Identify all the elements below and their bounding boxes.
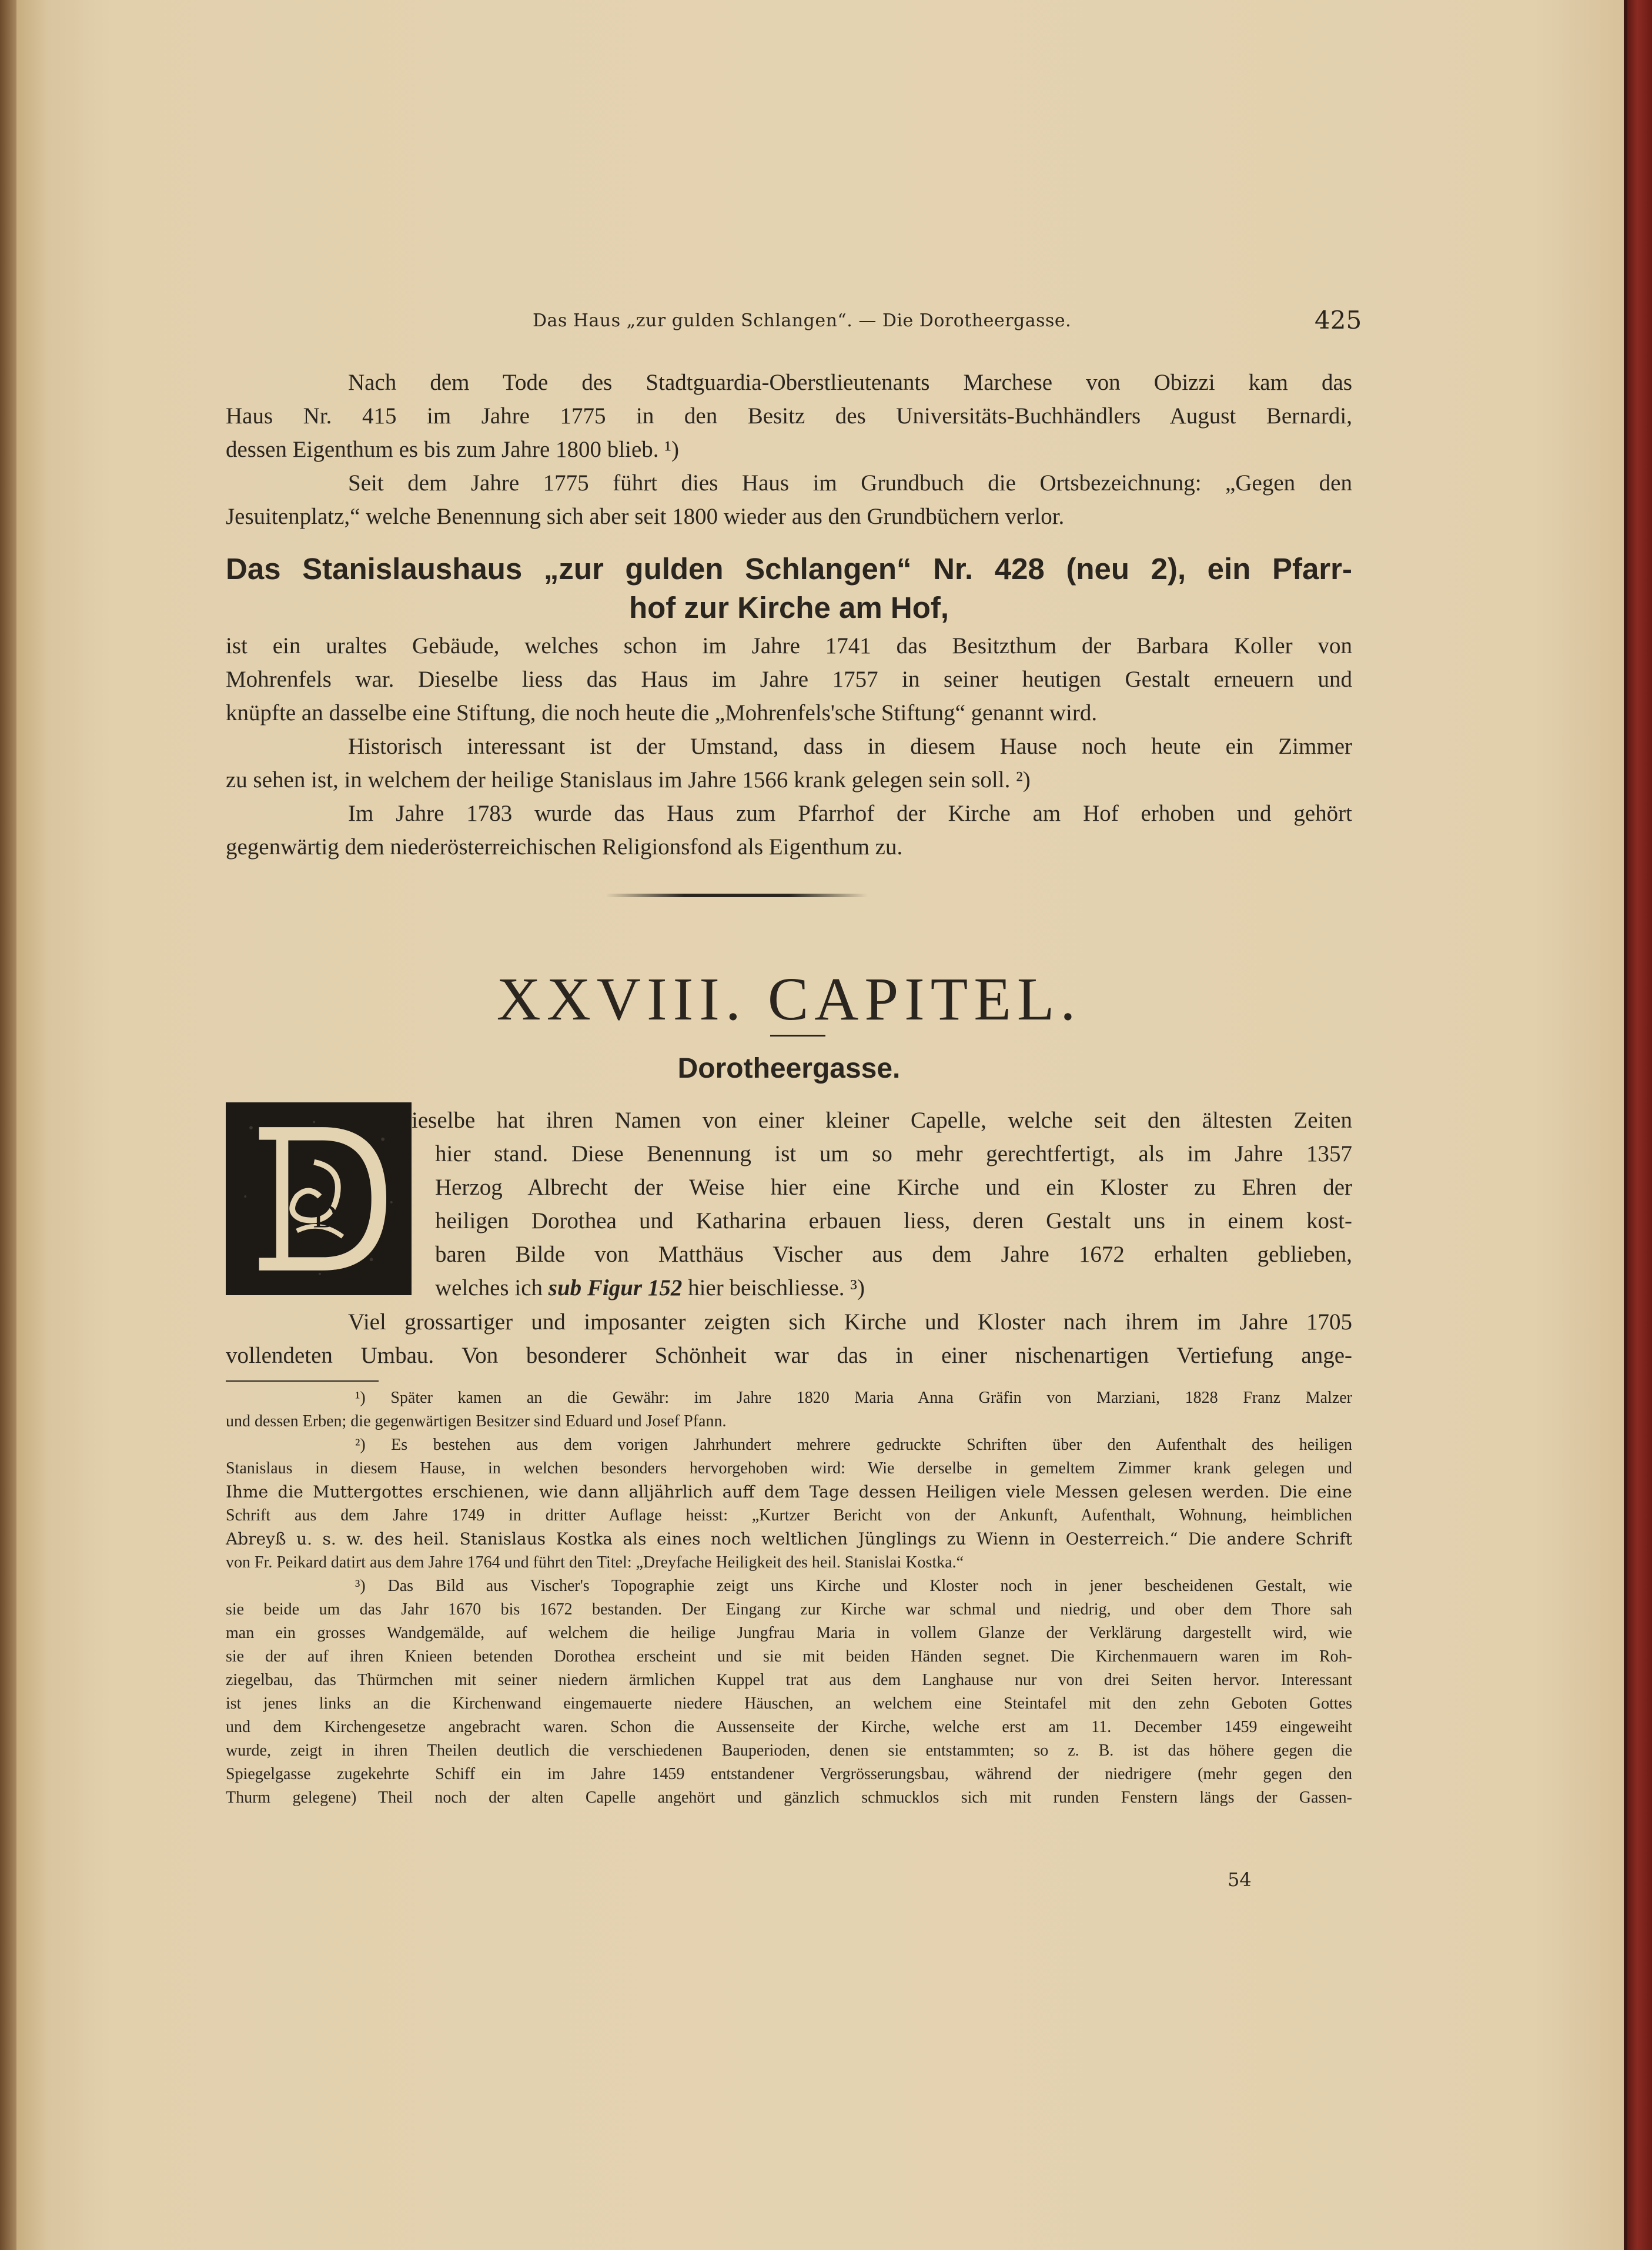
footnote-line: und dessen Erben; die gegenwärtigen Besitzer sind Eduard und Josef Pfann. [226, 1412, 727, 1430]
text-span: welches ich [435, 1275, 549, 1300]
text-line: Seit dem Jahre 1775 führt dies Haus im Grundbuch die Ortsbezeichnung: „Gegen den [348, 470, 1352, 496]
decorated-initial [226, 1102, 412, 1295]
paragraph-umbau [226, 1305, 1352, 1372]
paragraph-obizzi [226, 366, 1352, 533]
paragraph-dorotheergasse [412, 1104, 1352, 1305]
page-number: 425 [1315, 306, 1362, 335]
running-title: Das Haus „zur gulden Schlangen“. — Die Dorotheergasse. [533, 310, 1072, 331]
footnote-line: und dem Kirchengesetze angebracht waren. Schon die Aussenseite der Kirche, welche erst am 11. December 1459 eingeweiht [226, 1718, 1352, 1736]
text-line: Historisch interessant ist der Umstand, dass in diesem Hause noch heute ein Zimmer [348, 734, 1352, 759]
text-line: Viel grossartiger und imposanter zeigten sich Kirche und Kloster nach ihrem im Jahre 1705 [348, 1309, 1352, 1335]
footnote-line: ²) Es bestehen aus dem vorigen Jahrhundert mehrere gedruckte Schriften über den Aufenthalt des heiligen [355, 1436, 1352, 1454]
footnote-line: Spiegelgasse zugekehrte Schiff ein im Jahre 1459 entstandener Vergrösserungsbau, während der niedrigere (mehr gegen den [226, 1765, 1352, 1783]
heading-line: hof zur Kirche am Hof, [628, 591, 949, 624]
right-binding [1627, 0, 1652, 2250]
figure-reference: sub Figur 152 [548, 1275, 683, 1300]
footnote-line: sie beide um das Jahr 1670 bis 1672 bestanden. Der Eingang zur Kirche war schmal und niedrig, und ober dem Thore sah [226, 1600, 1352, 1619]
section-heading [226, 550, 1352, 627]
text-line: gegenwärtig dem niederösterreichischen Religionsfond als Eigenthum zu. [226, 834, 903, 860]
footnote-line: ³) Das Bild aus Vischer's Topographie zeigt uns Kirche und Kloster noch in jener bescheidenen Gestalt, wie [355, 1577, 1352, 1595]
paragraph-stanislaus [226, 629, 1352, 864]
footnote-line: man ein grosses Wandgemälde, auf welchem die heilige Jungfrau Maria in vollem Glanze der Verklärung dargestellt wird, wie [226, 1624, 1352, 1642]
footnote-line: Ihme die Muttergottes erschienen, wie dann alljährlich auff dem Tage dessen Heiligen viele Messen gelesen werden. Die eine [226, 1482, 1352, 1502]
footnote-line: Abreyß u. s. w. des heil. Stanislaus Kostka als eines noch weltlichen Jünglings zu Wienn in Oesterreich.“ Die andere Schrift [226, 1529, 1352, 1549]
text-span: hier beischliesse. ³) [682, 1275, 865, 1300]
ornamental-rule [606, 894, 868, 897]
left-binding [0, 0, 16, 2250]
text-line: Nach dem Tode des Stadtguardia-Oberstlieutenants Marchese von Obizzi kam das [348, 370, 1352, 395]
chapter-subtitle: Dorotheergasse. [677, 1053, 901, 1084]
text-line [412, 1271, 1352, 1305]
text-line: Jesuitenplatz,“ welche Benennung sich aber seit 1800 wieder aus den Grundbüchern verlor. [226, 504, 1065, 529]
text-line: zu sehen ist, in welchem der heilige Stanislaus im Jahre 1566 krank gelegen sein soll. ²) [226, 767, 1031, 793]
chapter-rule [770, 1035, 825, 1037]
text-line: hier stand. Diese Benennung ist um so mehr gerechtfertigt, als im Jahre 1357 [435, 1141, 1352, 1166]
footnote-rule [226, 1380, 379, 1382]
text-line: Haus Nr. 415 im Jahre 1775 in den Besitz des Universitäts-Buchhändlers August Bernardi, [226, 403, 1352, 429]
text-line: knüpfte an dasselbe eine Stiftung, die noch heute die „Mohrenfels'sche Stiftung“ genannt wird. [226, 700, 1098, 726]
text-line: Mohrenfels war. Dieselbe liess das Haus im Jahre 1757 in seiner heutigen Gestalt erneuern und [226, 667, 1352, 692]
footnotes [226, 1386, 1352, 1810]
footnote-line: ziegelbau, das Thürmchen mit seiner niedern ärmlichen Kuppel trat aus dem Langhause nur von drei Seiten hervor. Interessant [226, 1671, 1352, 1689]
footnote-line: sie der auf ihren Knieen betenden Dorothea erscheint und sie mit beiden Händen segnet. Die Kirchenmauern waren im Roh- [226, 1647, 1352, 1666]
heading-line: Das Stanislaushaus „zur gulden Schlangen“ Nr. 428 (neu 2), ein Pfarr- [226, 552, 1352, 586]
footnote-line: von Fr. Peikard datirt aus dem Jahre 1764 und führt den Titel: „Dreyfache Heiligkeit des heil. Stanislai Kostka.“ [226, 1553, 964, 1572]
text-line: heiligen Dorothea und Katharina erbauen liess, deren Gestalt uns in einem kost- [435, 1208, 1352, 1233]
text-line: Im Jahre 1783 wurde das Haus zum Pfarrhof der Kirche am Hof erhoben und gehört [348, 801, 1352, 826]
footnote-line: wurde, zeigt in ihren Theilen deutlich die verschiedenen Bauperioden, denen sie entstammten; so z. B. ist das höhere gegen die [226, 1741, 1352, 1760]
text-line: baren Bilde von Matthäus Vischer aus dem Jahre 1672 erhalten geblieben, [435, 1242, 1352, 1267]
text-line: ist ein uraltes Gebäude, welches schon im Jahre 1741 das Besitzthum der Barbara Koller von [226, 633, 1352, 658]
signature-mark: 54 [1228, 1868, 1252, 1891]
text-line: ieselbe hat ihren Namen von einer kleiner Capelle, welche seit den ältesten Zeiten [412, 1108, 1352, 1133]
initial-d-ornament [228, 1105, 409, 1293]
footnote-line: ¹) Später kamen an die Gewähr: im Jahre 1820 Maria Anna Gräfin von Marziani, 1828 Franz Malzer [355, 1389, 1352, 1407]
text-line: dessen Eigenthum es bis zum Jahre 1800 blieb. ¹) [226, 437, 679, 462]
text-line: Herzog Albrecht der Weise hier eine Kirche und ein Kloster zu Ehren der [435, 1175, 1352, 1200]
footnote-line: Schrift aus dem Jahre 1749 in dritter Auflage heisst: „Kurtzer Bericht von der Ankunft, Aufenthalt, Wohnung, heimblichen [226, 1506, 1352, 1524]
text-line: vollendeten Umbau. Von besonderer Schönheit war das in einer nischenartigen Vertiefung ange- [226, 1343, 1352, 1368]
footnote-line: ist jenes links an die Kirchenwand eingemauerte niedere Häuschen, an welchem eine Steintafel mit den zehn Geboten Gottes [226, 1694, 1352, 1713]
initial-letter: D [313, 1196, 338, 1235]
chapter-title: XXVIII. CAPITEL. [496, 965, 1082, 1033]
footnote-line: Stanislaus in diesem Hause, in welchen besonders hervorgehoben wird: Wie derselbe in gemeltem Zimmer krank gelegen und [226, 1459, 1352, 1477]
footnote-line: Thurm gelegene) Theil noch der alten Capelle angehört und gänzlich schmucklos sich mit runden Fenstern längs der Gassen- [226, 1788, 1352, 1807]
